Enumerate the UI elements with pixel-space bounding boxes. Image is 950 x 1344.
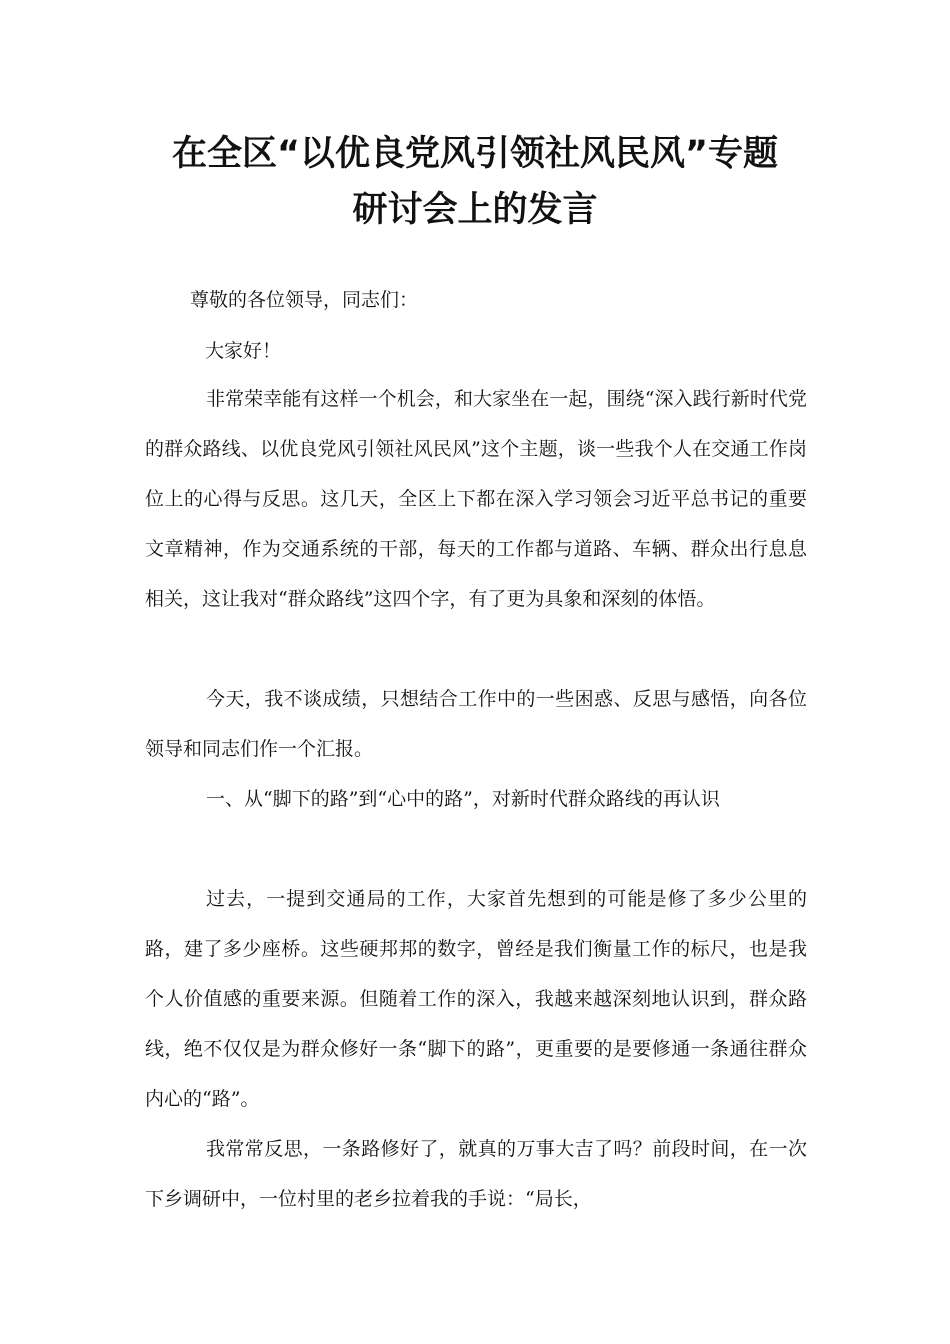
document-title-line-1: 在全区“以优良党风引领社风民风”专题 bbox=[171, 134, 778, 174]
paragraph-purpose: 今天，我不谈成绩，只想结合工作中的一些困惑、反思与感悟，向各位领导和同志们作一个汇报。 bbox=[145, 688, 807, 760]
greeting: 大家好！ bbox=[205, 340, 282, 362]
section-heading-1: 一、从“脚下的路”到“心中的路”，对新时代群众路线的再认识 bbox=[206, 788, 720, 810]
paragraph-intro: 非常荣幸能有这样一个机会，和大家坐在一起，围绕“深入践行新时代党的群众路线、以优良党风引领社风民风”这个主题，谈一些我个人在交通工作岗位上的心得与反思。这几天，全区上下都在深入学习领会习近平总书记的重要文章精神，作为交通系统的干部，每天的工作都与道路、车辆、群众出行息息相关，这让我对“群众路线”这四个字，有了更为具象和深刻的体悟。 bbox=[145, 388, 807, 610]
document-title-line-2: 研讨会上的发言 bbox=[352, 190, 598, 230]
paragraph-anecdote: 我常常反思，一条路修好了，就真的万事大吉了吗？前段时间，在一次下乡调研中，一位村里的老乡拉着我的手说：“局长， bbox=[145, 1138, 807, 1210]
salutation: 尊敬的各位领导，同志们： bbox=[190, 289, 419, 311]
paragraph-reflection: 过去，一提到交通局的工作，大家首先想到的可能是修了多少公里的路，建了多少座桥。这些硬邦邦的数字，曾经是我们衡量工作的标尺，也是我个人价值感的重要来源。但随着工作的深入，我越来越深刻地认识到，群众路线，绝不仅仅是为群众修好一条“脚下的路”，更重要的是要修通一条通往群众内心的“路”。 bbox=[145, 888, 807, 1110]
